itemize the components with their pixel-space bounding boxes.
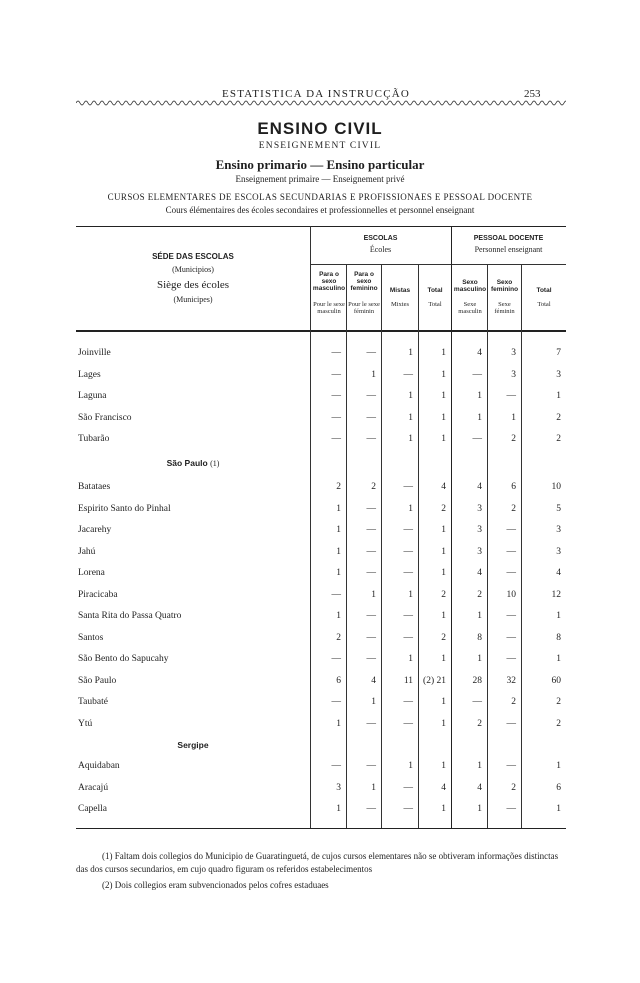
row-municipio: Laguna — [78, 391, 107, 401]
row-cell: 1 — [441, 546, 446, 557]
row-municipio: Taubaté — [78, 697, 108, 707]
row-cell: 2 — [336, 482, 341, 492]
row-cell: (2) 21 — [423, 675, 446, 686]
col-total-pessoal-header: Total — [536, 287, 552, 294]
row-cell: 2 — [371, 482, 376, 492]
row-cell: 2 — [511, 697, 516, 707]
row-cell: 1 — [336, 718, 341, 729]
row-cell: — — [472, 697, 482, 707]
row-cell: 1 — [556, 761, 561, 771]
row-cell: 3 — [556, 369, 561, 380]
row-cell: 1 — [477, 412, 482, 423]
row-cell: 1 — [408, 761, 413, 771]
row-cell: 2 — [336, 632, 341, 643]
row-cell: 2 — [477, 589, 482, 600]
row-cell: 8 — [477, 632, 482, 643]
row-cell: — — [506, 718, 516, 729]
table-row — [76, 525, 566, 545]
row-municipio: Jahú — [78, 546, 96, 557]
row-cell: — — [366, 412, 376, 423]
row-cell: 1 — [408, 348, 413, 358]
row-cell: 1 — [441, 654, 446, 664]
row-municipio: Jacarehy — [78, 525, 112, 535]
row-municipio: Joinville — [78, 348, 111, 358]
row-cell: — — [366, 632, 376, 643]
row-cell: 1 — [556, 391, 561, 401]
table-row — [76, 804, 566, 824]
row-cell: — — [506, 568, 516, 578]
col-fem-header-fr: Pour le sexe féminin — [348, 301, 380, 315]
table-row — [76, 676, 566, 696]
row-cell: 6 — [511, 482, 516, 492]
row-cell: 2 — [441, 632, 446, 643]
row-cell: — — [403, 546, 413, 557]
row-cell: 2 — [556, 697, 561, 707]
row-cell: — — [506, 761, 516, 771]
row-cell: — — [366, 654, 376, 664]
table-row — [76, 370, 566, 390]
row-cell: — — [366, 804, 376, 814]
row-cell: 1 — [408, 412, 413, 423]
row-cell: 3 — [477, 546, 482, 557]
subtitle-fr: Enseignement primaire — Enseignement privé — [235, 174, 405, 184]
row-cell: — — [331, 412, 341, 423]
row-cell: — — [366, 348, 376, 358]
row-cell: — — [366, 761, 376, 771]
row-cell: — — [366, 718, 376, 729]
row-cell: 1 — [477, 654, 482, 664]
row-cell: 4 — [371, 675, 376, 686]
row-cell: — — [331, 697, 341, 707]
row-cell: 3 — [336, 782, 341, 793]
header-bottom-rule — [76, 330, 566, 332]
row-municipio: Ytú — [78, 718, 93, 729]
row-cell: 4 — [477, 568, 482, 578]
col-fem-header: Para o sexo feminino — [350, 271, 378, 292]
row-cell: — — [506, 525, 516, 535]
row-cell: 3 — [556, 525, 561, 535]
row-cell: 1 — [408, 434, 413, 444]
ecoles-heading: Écoles — [369, 245, 392, 254]
col-mistas-header-fr: Mixtes — [390, 301, 410, 308]
col-masc-header-fr: Pour le sexe masculin — [313, 301, 345, 315]
row-cell: — — [366, 546, 376, 557]
row-cell: 1 — [408, 503, 413, 514]
row-cell: — — [403, 611, 413, 621]
row-cell: 3 — [511, 348, 516, 358]
col-masc-header: Para o sexo masculino — [312, 271, 346, 292]
row-cell: — — [506, 611, 516, 621]
row-cell: 2 — [477, 718, 482, 729]
row-cell: 6 — [336, 675, 341, 686]
row-cell: 1 — [477, 761, 482, 771]
running-title: ESTATISTICA DA INSTRUCÇÃO — [222, 88, 411, 100]
row-cell: 1 — [336, 503, 341, 514]
row-municipio: São Francisco — [78, 412, 132, 423]
row-municipio: Santos — [78, 632, 104, 643]
row-cell: — — [366, 525, 376, 535]
row-municipio: Santa Rita do Passa Quatro — [78, 611, 182, 621]
courses-heading-fr: Cours élémentaires des écoles secondaires et professionnelles et personnel enseignant — [165, 205, 475, 215]
col-total-escolas-header-fr: Total — [428, 301, 442, 308]
data-table — [76, 226, 566, 830]
section-sao-paulo-note: (1) — [210, 459, 220, 468]
row-cell: — — [366, 568, 376, 578]
row-cell: 1 — [441, 718, 446, 729]
row-cell: 1 — [408, 654, 413, 664]
table-row — [76, 348, 566, 368]
row-cell: — — [403, 632, 413, 643]
row-cell: 1 — [441, 434, 446, 444]
table-row — [76, 783, 566, 803]
row-cell: 1 — [441, 761, 446, 771]
row-cell: 3 — [477, 503, 482, 514]
stub-siege: Siège des écoles — [156, 279, 230, 291]
row-cell: 3 — [477, 525, 482, 535]
row-cell: — — [331, 391, 341, 401]
row-cell: 1 — [556, 654, 561, 664]
row-cell: 1 — [477, 611, 482, 621]
row-cell: 2 — [556, 434, 561, 444]
row-cell: 1 — [477, 391, 482, 401]
row-cell: — — [366, 611, 376, 621]
row-cell: — — [331, 434, 341, 444]
row-cell: 8 — [556, 632, 561, 643]
row-cell: 1 — [441, 525, 446, 535]
main-title: ENSINO CIVIL — [257, 119, 383, 138]
col-total-pessoal-header-fr: Total — [537, 301, 551, 308]
row-cell: 4 — [441, 782, 446, 793]
row-cell: 7 — [556, 348, 561, 358]
row-cell: 4 — [477, 782, 482, 793]
row-cell: 1 — [371, 369, 376, 380]
row-cell: — — [366, 434, 376, 444]
row-cell: — — [403, 697, 413, 707]
courses-heading: CURSOS ELEMENTARES DE ESCOLAS SECUNDARIAS E PROFISSIONAES E PESSOAL DOCENTE — [107, 192, 533, 202]
row-cell: 1 — [556, 804, 561, 814]
row-cell: — — [506, 391, 516, 401]
table-row — [76, 391, 566, 411]
table-row — [76, 590, 566, 610]
row-cell: 2 — [556, 412, 561, 423]
row-cell: 2 — [511, 782, 516, 793]
page-number: 253 — [524, 88, 541, 100]
row-municipio: Lorena — [78, 568, 105, 578]
footnote-1-mark: (1) — [102, 851, 113, 861]
row-cell: 1 — [441, 348, 446, 358]
row-cell: 1 — [336, 804, 341, 814]
row-cell: 1 — [511, 412, 516, 423]
row-cell: — — [331, 348, 341, 358]
row-cell: — — [331, 761, 341, 771]
row-cell: 1 — [336, 611, 341, 621]
row-cell: — — [366, 391, 376, 401]
table-row — [76, 697, 566, 717]
col-sexo-fem-header-fr: Sexe féminin — [494, 301, 515, 315]
row-cell: — — [403, 718, 413, 729]
footnote-2-text: Dois collegios eram subvencionados pelos cofres estaduaes — [114, 880, 329, 890]
row-cell: 1 — [441, 391, 446, 401]
row-cell: 11 — [403, 675, 413, 686]
section-sergipe: Sergipe — [177, 740, 209, 750]
table-row — [76, 547, 566, 567]
table-row — [76, 719, 566, 739]
row-cell: 1 — [336, 525, 341, 535]
row-municipio: São Paulo — [78, 675, 117, 686]
group-rule — [310, 264, 566, 265]
row-municipio: Batataes — [78, 482, 111, 492]
row-cell: 2 — [511, 434, 516, 444]
row-cell: — — [366, 503, 376, 514]
row-municipio: Tubarão — [78, 434, 110, 444]
footnote-2 — [76, 879, 566, 892]
stub-heading: SÉDE DAS ESCOLAS — [152, 252, 234, 261]
row-cell: 5 — [556, 503, 561, 514]
row-cell: — — [403, 482, 413, 492]
row-cell: 10 — [506, 589, 516, 600]
row-municipio: Aquidaban — [78, 761, 120, 771]
col-mistas-header: Mistas — [389, 287, 411, 294]
row-cell: 1 — [371, 782, 376, 793]
row-cell: 2 — [441, 589, 446, 600]
row-cell: 28 — [472, 675, 482, 686]
col-sexo-fem-header: Sexo feminino — [490, 279, 519, 293]
row-cell: — — [403, 782, 413, 793]
row-cell: — — [506, 632, 516, 643]
row-cell: — — [472, 434, 482, 444]
row-cell: 1 — [336, 568, 341, 578]
row-cell: 1 — [556, 611, 561, 621]
table-row — [76, 434, 566, 454]
row-cell: 1 — [441, 611, 446, 621]
footnote-1 — [76, 850, 566, 876]
row-municipio: São Bento do Sapucahy — [78, 654, 169, 664]
table-row — [76, 761, 566, 781]
col-sexo-masc-header: Sexo masculino — [453, 279, 487, 293]
row-cell: 2 — [441, 503, 446, 514]
stub-municipes: (Municipes) — [173, 295, 213, 304]
row-cell: 1 — [408, 391, 413, 401]
row-cell: 1 — [371, 697, 376, 707]
row-cell: 2 — [556, 718, 561, 729]
row-cell: 1 — [477, 804, 482, 814]
row-cell: 1 — [441, 412, 446, 423]
row-cell: 1 — [441, 369, 446, 380]
row-cell: 4 — [477, 348, 482, 358]
row-municipio: Espirito Santo do Pinhal — [78, 503, 171, 514]
row-cell: — — [331, 369, 341, 380]
table-row — [76, 654, 566, 674]
row-cell: — — [331, 589, 341, 600]
table-row — [76, 413, 566, 433]
table-row — [76, 611, 566, 631]
row-cell: 12 — [551, 589, 561, 600]
row-cell: 6 — [556, 782, 561, 793]
subtitle: Ensino primario — Ensino particular — [215, 157, 425, 172]
row-cell: 1 — [441, 568, 446, 578]
escolas-heading: ESCOLAS — [363, 235, 398, 242]
col-sexo-masc-header-fr: Sexe masculin — [458, 301, 482, 315]
pessoal-heading: PESSOAL DOCENTE — [473, 235, 544, 242]
row-cell: — — [506, 654, 516, 664]
row-cell: 3 — [511, 369, 516, 380]
table-row — [76, 568, 566, 588]
row-municipio: Lages — [78, 369, 101, 380]
table-row — [76, 482, 566, 502]
table-row — [76, 633, 566, 653]
table-row — [76, 504, 566, 524]
row-cell: 4 — [441, 482, 446, 492]
row-cell: 2 — [511, 503, 516, 514]
section-sao-paulo — [76, 458, 310, 468]
row-cell: 1 — [371, 589, 376, 600]
wavy-rule — [76, 98, 566, 108]
personnel-heading: Personnel enseignant — [474, 245, 543, 254]
table-bottom-rule — [76, 828, 566, 829]
row-cell: 1 — [441, 697, 446, 707]
footnote-1-text: Faltam dois collegios do Municipio de Guaratinguetá, de cujos cursos elementares não se obtiveram informações distinctas das dos cursos secundarios, em cujo quadro figuram os referidos estabelecimentos — [76, 851, 559, 875]
row-cell: 1 — [408, 589, 413, 600]
row-cell: — — [403, 804, 413, 814]
row-municipio: Aracajú — [78, 782, 109, 793]
row-cell: — — [403, 369, 413, 380]
row-cell: 32 — [506, 675, 516, 686]
col-total-escolas-header: Total — [427, 287, 443, 294]
row-cell: 3 — [556, 546, 561, 557]
row-cell: — — [403, 568, 413, 578]
row-cell: 60 — [551, 675, 561, 686]
row-cell: — — [506, 804, 516, 814]
row-cell: — — [403, 525, 413, 535]
row-cell: 10 — [551, 482, 561, 492]
row-cell: 1 — [336, 546, 341, 557]
footnote-2-mark: (2) — [102, 880, 113, 890]
row-cell: 4 — [556, 568, 561, 578]
main-title-fr: ENSEIGNEMENT CIVIL — [258, 141, 382, 151]
row-municipio: Capella — [78, 804, 108, 814]
row-cell: 1 — [441, 804, 446, 814]
row-municipio: Piracicaba — [78, 589, 118, 600]
row-cell: — — [506, 546, 516, 557]
row-cell: — — [472, 369, 482, 380]
row-cell: — — [331, 654, 341, 664]
table-top-rule — [76, 226, 566, 227]
section-sao-paulo-label: São Paulo — [166, 458, 208, 468]
stub-municipios: (Municipios) — [172, 265, 214, 274]
row-cell: 4 — [477, 482, 482, 492]
